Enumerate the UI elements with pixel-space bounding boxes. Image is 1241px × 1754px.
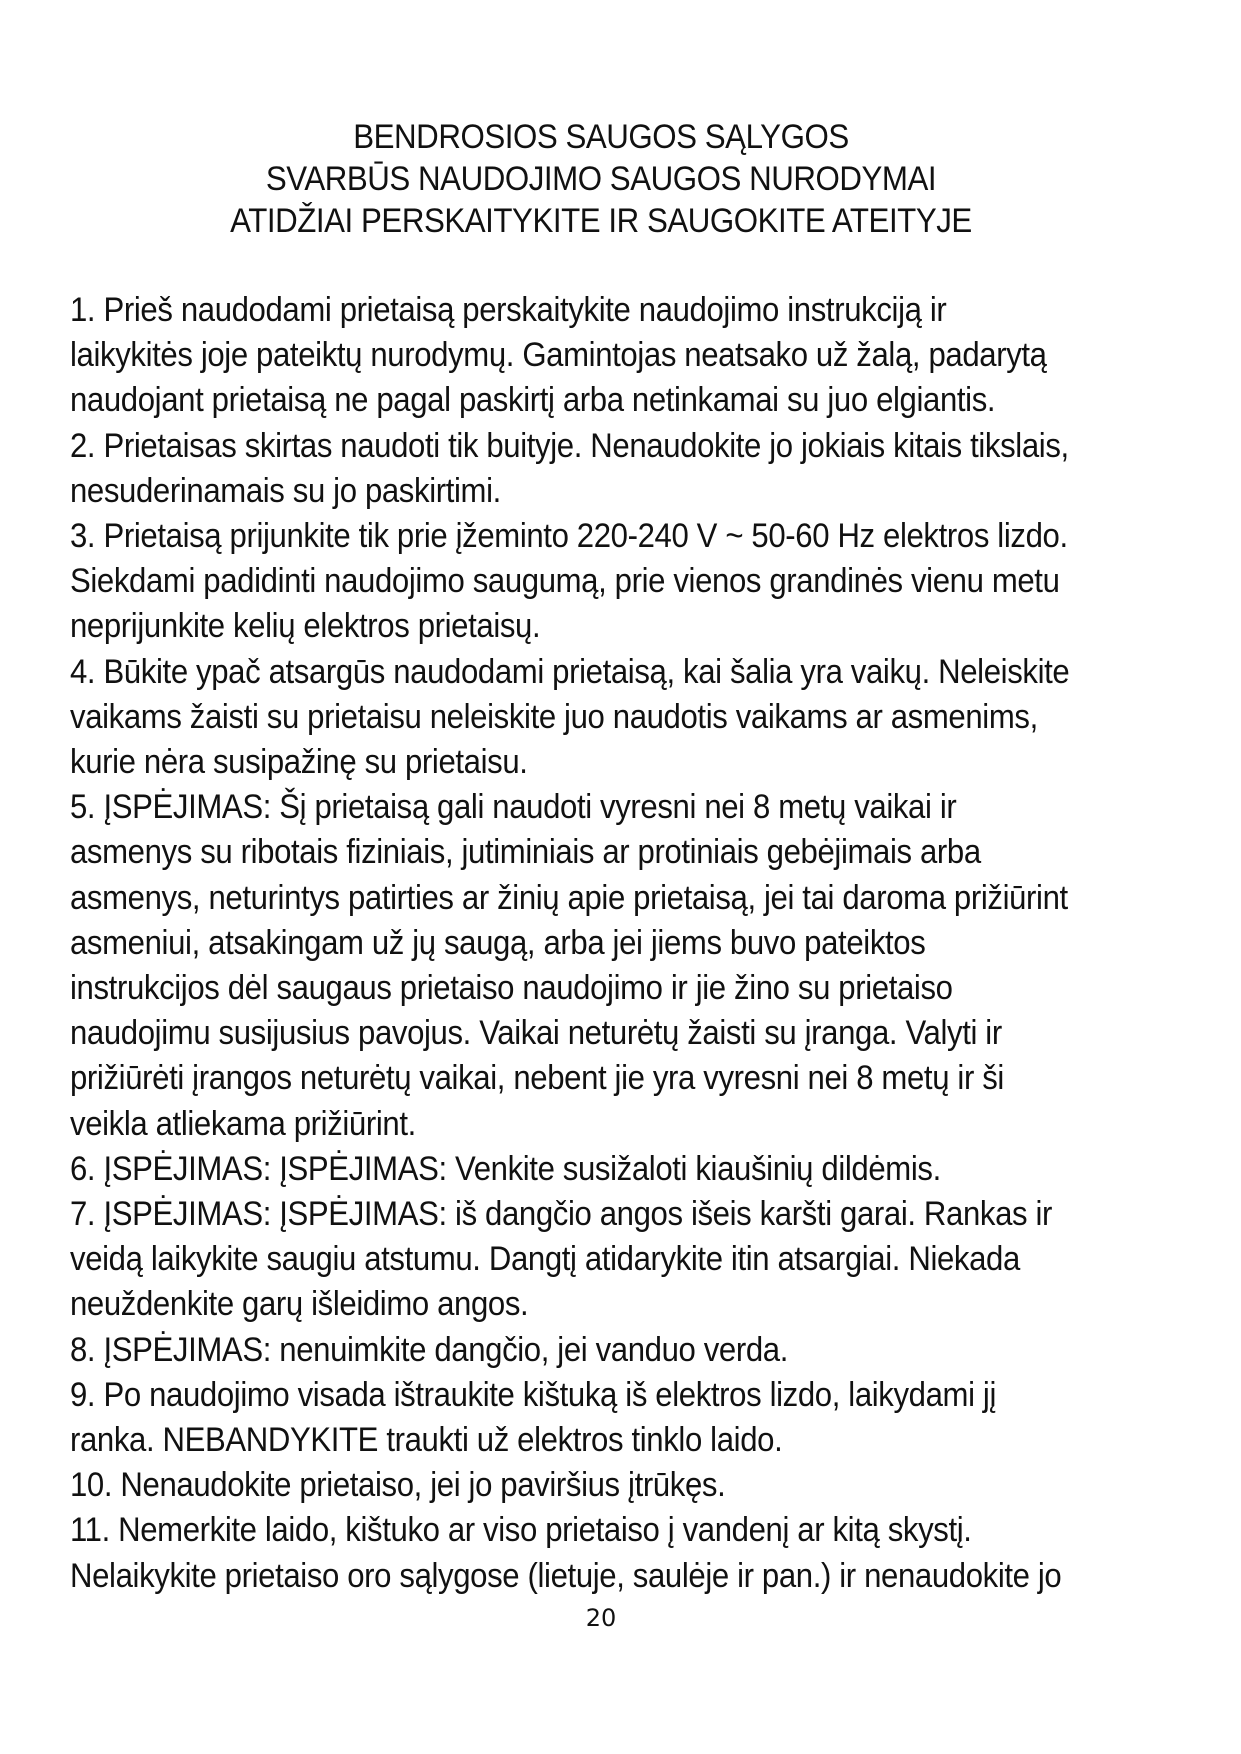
text-line: veidą laikykite saugiu atstumu. Dangtį atidarykite itin atsargiai. Niekada: [70, 1240, 1020, 1279]
heading-line-3: ATIDŽIAI PERSKAITYKITE IR SAUGOKITE ATEITYJE: [230, 202, 972, 240]
text-line: 5. ĮSPĖJIMAS: Šį prietaisą gali naudoti vyresni nei 8 metų vaikai ir: [70, 788, 957, 827]
text-line: kurie nėra susipažinę su prietaisu.: [70, 743, 528, 782]
page-number: 20: [585, 1604, 617, 1632]
text-line: veikla atliekama prižiūrint.: [70, 1104, 416, 1143]
text-line: 9. Po naudojimo visada ištraukite kištuką iš elektros lizdo, laikydami jį: [70, 1375, 997, 1414]
text-line: prižiūrėti įrangos neturėtų vaikai, nebent jie yra vyresni nei 8 metų ir ši: [70, 1059, 1004, 1098]
text-line: neprijunkite kelių elektros prietaisų.: [70, 607, 541, 646]
text-line: asmenys, neturintys patirties ar žinių apie prietaisą, jei tai daroma prižiūrint: [70, 878, 1068, 917]
text-line: naudojimu susijusius pavojus. Vaikai neturėtų žaisti su įranga. Valyti ir: [70, 1014, 1002, 1053]
text-line: asmeniui, atsakingam už jų saugą, arba jei jiems buvo pateiktos: [70, 923, 926, 962]
text-line: naudojant prietaisą ne pagal paskirtį arba netinkamai su juo elgiantis.: [70, 381, 996, 420]
heading-line-1: BENDROSIOS SAUGOS SĄLYGOS: [353, 118, 849, 156]
text-line: ranka. NEBANDYKITE traukti už elektros tinklo laido.: [70, 1421, 783, 1460]
text-line: asmenys su ribotais fiziniais, jutiminiais ar protiniais gebėjimais arba: [70, 833, 981, 872]
text-line: 3. Prietaisą prijunkite tik prie įžeminto 220-240 V ~ 50-60 Hz elektros lizdo.: [70, 517, 1068, 556]
text-line: 10. Nenaudokite prietaiso, jei jo paviršius įtrūkęs.: [70, 1466, 726, 1505]
text-line: nesuderinamais su jo paskirtimi.: [70, 471, 501, 510]
text-line: instrukcijos dėl saugaus prietaiso naudojimo ir jie žino su prietaiso: [70, 969, 953, 1008]
text-line: 6. ĮSPĖJIMAS: ĮSPĖJIMAS: Venkite susižaloti kiaušinių dildėmis.: [70, 1149, 941, 1188]
text-line: laikykitės joje pateiktų nurodymų. Gamintojas neatsako už žalą, padarytą: [70, 336, 1047, 375]
text-line: 11. Nemerkite laido, kištuko ar viso prietaiso į vandenį ar kitą skystį.: [70, 1511, 972, 1550]
text-line: neuždenkite garų išleidimo angos.: [70, 1285, 529, 1324]
text-line: 4. Būkite ypač atsargūs naudodami prietaisą, kai šalia yra vaikų. Neleiskite: [70, 652, 1070, 691]
text-line: 2. Prietaisas skirtas naudoti tik buityje. Nenaudokite jo jokiais kitais tikslais,: [70, 426, 1069, 465]
text-line: 8. ĮSPĖJIMAS: nenuimkite dangčio, jei vanduo verda.: [70, 1330, 789, 1369]
text-line: 7. ĮSPĖJIMAS: ĮSPĖJIMAS: iš dangčio angos išeis karšti garai. Rankas ir: [70, 1195, 1053, 1234]
safety-heading: [48, 116, 1154, 242]
safety-instructions-body: [70, 288, 1177, 1599]
text-line: Nelaikykite prietaiso oro sąlygose (lietuje, saulėje ir pan.) ir nenaudokite jo: [70, 1556, 1062, 1595]
text-line: 1. Prieš naudodami prietaisą perskaitykite naudojimo instrukciją ir: [70, 291, 947, 329]
text-line: vaikams žaisti su prietaisu neleiskite juo naudotis vaikams ar asmenims,: [70, 697, 1038, 736]
text-line: Siekdami padidinti naudojimo saugumą, prie vienos grandinės vienu metu: [70, 562, 1060, 601]
heading-line-2: SVARBŪS NAUDOJIMO SAUGOS NURODYMAI: [265, 160, 937, 198]
